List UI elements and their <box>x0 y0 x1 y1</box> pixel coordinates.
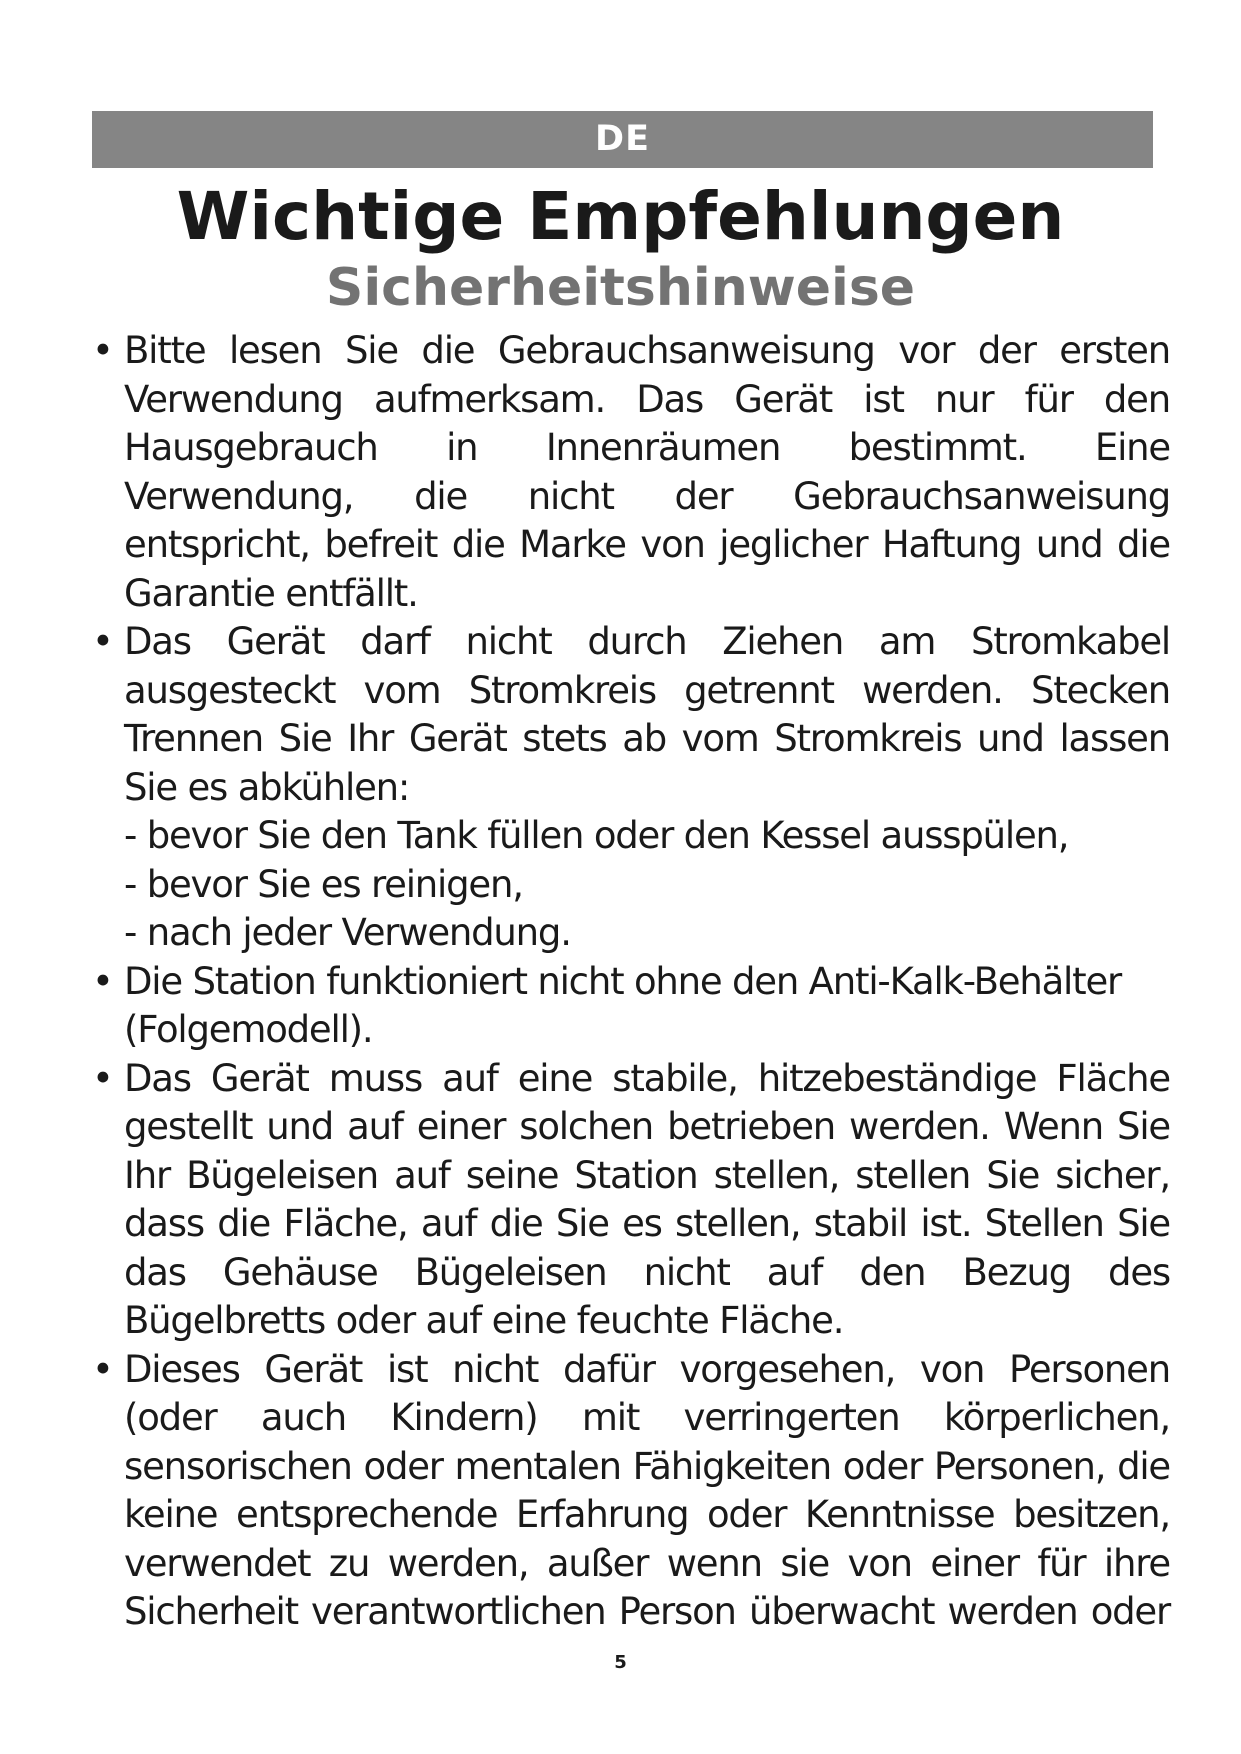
text-line: Bügelbretts oder auf eine feuchte Fläche. <box>124 1299 844 1342</box>
text-line: Sicherheit verantwortlichen Person überwacht werden oder <box>124 1590 1170 1633</box>
bullet-icon: • <box>92 959 114 1003</box>
page-number: 5 <box>614 1652 627 1673</box>
text-line: sensorischen oder mentalen Fähigkeiten oder Personen, die <box>124 1444 1170 1488</box>
text-line: Sie es abkühlen: <box>124 765 410 809</box>
text-line: Bitte lesen Sie die Gebrauchsanweisung vor der ersten <box>124 329 1170 372</box>
text-line: entspricht, befreit die Marke von jeglicher Haftung und die <box>124 523 1170 566</box>
text-line: keine entsprechende Erfahrung oder Kenntnisse besitzen, <box>124 1493 1170 1536</box>
list-item <box>92 1055 1170 1346</box>
list-item <box>92 958 1170 1055</box>
text-line: das Gehäuse Bügeleisen nicht auf den Bezug des <box>124 1250 1170 1294</box>
text-line: Dieses Gerät ist nicht dafür vorgesehen, von Personen <box>124 1347 1170 1391</box>
text-line: Das Gerät darf nicht durch Ziehen am Stromkabel <box>124 620 1170 663</box>
text-line: (oder auch Kindern) mit verringerten körperlichen, <box>124 1396 1170 1439</box>
text-line: ausgesteckt vom Stromkreis getrennt werden. Stecken <box>124 668 1170 712</box>
bullet-icon: • <box>92 1347 114 1391</box>
text-line: - bevor Sie den Tank füllen oder den Kessel ausspülen, <box>124 814 1069 857</box>
text-line: - bevor Sie es reinigen, <box>124 862 523 906</box>
text-line: - nach jeder Verwendung. <box>124 911 571 954</box>
text-line: Verwendung aufmerksam. Das Gerät ist nur für den <box>124 377 1170 421</box>
text-line: Die Station funktioniert nicht ohne den Anti-Kalk-Behälter <box>124 959 1122 1003</box>
page-title: Wichtige Empfehlungen <box>176 178 1065 255</box>
text-line: Hausgebrauch in Innenräumen bestimmt. Eine <box>124 426 1170 469</box>
text-line: verwendet zu werden, außer wenn sie von einer für ihre <box>124 1541 1170 1585</box>
text-line: Ihr Bügeleisen auf seine Station stellen, stellen Sie sicher, <box>124 1153 1170 1197</box>
text-line: gestellt und auf einer solchen betrieben werden. Wenn Sie <box>124 1105 1170 1148</box>
text-line: Verwendung, die nicht der Gebrauchsanweisung <box>124 474 1170 518</box>
bullet-icon: • <box>92 329 114 372</box>
bullet-icon: • <box>92 1056 114 1100</box>
list-item <box>92 1346 1170 1637</box>
list-item <box>92 327 1170 618</box>
safety-instructions-list <box>92 327 1170 1637</box>
text-line: dass die Fläche, auf die Sie es stellen, stabil ist. Stellen Sie <box>124 1202 1170 1245</box>
bullet-icon: • <box>92 620 114 663</box>
text-line: Garantie entfällt. <box>124 571 418 615</box>
text-line: (Folgemodell). <box>124 1008 373 1051</box>
section-subtitle: Sicherheitshinweise <box>325 258 916 318</box>
text-line: Das Gerät muss auf eine stabile, hitzebeständige Fläche <box>124 1056 1170 1100</box>
list-item <box>92 618 1170 958</box>
language-header-bar: DE <box>92 111 1153 168</box>
text-line: Trennen Sie Ihr Gerät stets ab vom Stromkreis und lassen <box>124 717 1170 760</box>
